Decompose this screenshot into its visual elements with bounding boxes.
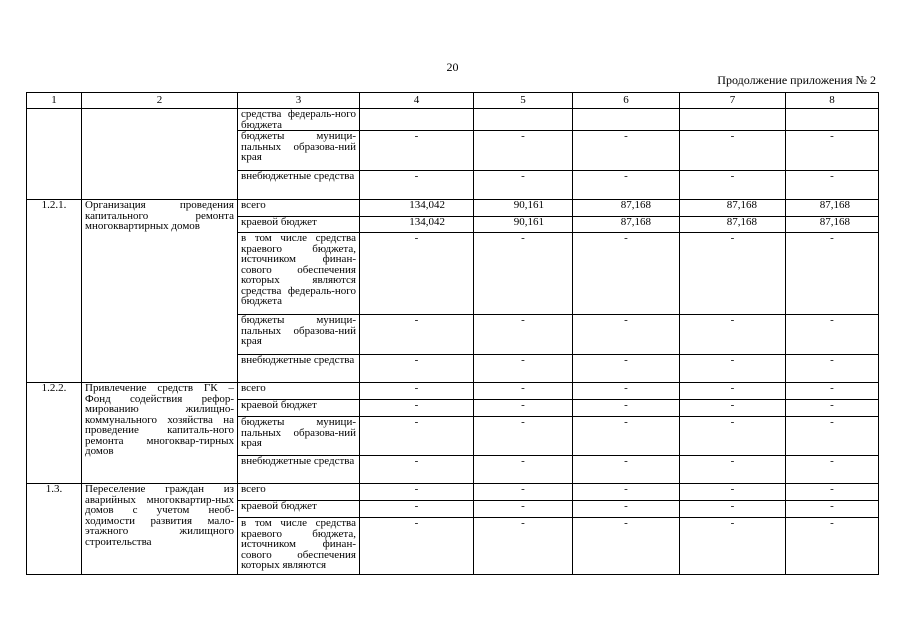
item-name-cell [82,109,238,200]
source-cell: бюджеты муници-пальных образова-ний края [238,131,360,171]
value-cell: - [573,171,680,200]
value-cell: - [474,484,573,501]
value-cell: 134,042 [360,200,474,217]
value-cell: - [573,315,680,355]
page-number: 20 [446,60,459,74]
value-cell: - [786,315,879,355]
header-cell: 3 [238,93,360,109]
value-cell [680,109,786,131]
value-cell: - [573,355,680,383]
value-cell: - [786,456,879,484]
item-name-cell: Переселение граждан из аварийных многоквартир-ных домов с учетом необ-ходимости развития мало-этажного жилищного строительства [82,484,238,575]
source-cell: краевой бюджет [238,217,360,233]
source-cell: бюджеты муници-пальных образова-ний края [238,315,360,355]
row-number-cell: 1.2.2. [27,383,82,484]
source-cell: в том числе средства краевого бюджета, источником финан-сового обеспечения которых являются средства федераль-ного бюджета [238,233,360,315]
table-row [27,383,879,400]
value-cell: - [573,456,680,484]
value-cell: - [360,456,474,484]
value-cell: - [474,456,573,484]
value-cell [474,109,573,131]
value-cell: - [360,484,474,501]
header-cell: 2 [82,93,238,109]
value-cell: - [474,501,573,518]
value-cell: - [474,131,573,171]
value-cell: 87,168 [680,217,786,233]
value-cell: - [360,383,474,400]
value-cell: - [474,315,573,355]
value-cell: - [680,501,786,518]
value-cell: - [474,383,573,400]
value-cell [360,109,474,131]
row-number-cell [27,109,82,200]
table-row [27,109,879,131]
value-cell: - [680,518,786,575]
source-cell: всего [238,383,360,400]
value-cell: 90,161 [474,200,573,217]
header-cell: 1 [27,93,82,109]
value-cell: - [680,484,786,501]
value-cell: - [680,315,786,355]
value-cell: - [680,171,786,200]
source-cell: средства федераль-ного бюджета [238,109,360,131]
value-cell: - [680,383,786,400]
continuation-label: Продолжение приложения № 2 [717,73,876,87]
table-row [27,200,879,217]
header-cell: 8 [786,93,879,109]
source-cell: внебюджетные средства [238,171,360,200]
value-cell: - [360,400,474,417]
source-cell: бюджеты муници-пальных образова-ний края [238,417,360,456]
value-cell: - [573,417,680,456]
value-cell [573,109,680,131]
item-name-cell: Привлечение средств ГК – Фонд содействия рефор-мированию жилищно-коммунального хозяйства на проведение капиталь-ного ремонта многоквар-тирных домов [82,383,238,484]
header-cell: 7 [680,93,786,109]
value-cell: - [360,501,474,518]
source-cell: всего [238,200,360,217]
value-cell: - [474,233,573,315]
value-cell: - [680,355,786,383]
value-cell: - [786,171,879,200]
row-number-cell: 1.3. [27,484,82,575]
item-name-cell: Организация проведения капитального ремонта многоквартирных домов [82,200,238,383]
value-cell: - [680,233,786,315]
header-cell: 4 [360,93,474,109]
value-cell: - [474,518,573,575]
value-cell: - [786,233,879,315]
value-cell: 90,161 [474,217,573,233]
value-cell: - [786,484,879,501]
value-cell: - [360,417,474,456]
value-cell: - [680,131,786,171]
value-cell: 87,168 [573,217,680,233]
header-cell: 6 [573,93,680,109]
value-cell: - [680,400,786,417]
value-cell: - [573,400,680,417]
value-cell: - [360,355,474,383]
value-cell: - [680,456,786,484]
value-cell: - [573,233,680,315]
value-cell: 87,168 [786,200,879,217]
value-cell: - [786,383,879,400]
value-cell: - [786,518,879,575]
table-row [27,484,879,501]
value-cell: 87,168 [573,200,680,217]
value-cell: - [474,355,573,383]
source-cell: краевой бюджет [238,501,360,518]
value-cell: - [360,131,474,171]
value-cell: - [786,501,879,518]
value-cell: - [573,131,680,171]
value-cell: - [786,355,879,383]
budget-table [26,92,879,575]
source-cell: в том числе средства краевого бюджета, источником финан-сового обеспечения которых являются [238,518,360,575]
header-cell: 5 [474,93,573,109]
value-cell: 134,042 [360,217,474,233]
source-cell: внебюджетные средства [238,456,360,484]
value-cell: 87,168 [786,217,879,233]
value-cell: - [360,315,474,355]
source-cell: краевой бюджет [238,400,360,417]
source-cell: внебюджетные средства [238,355,360,383]
value-cell: - [786,400,879,417]
value-cell: - [680,417,786,456]
value-cell: - [573,484,680,501]
value-cell: - [360,518,474,575]
value-cell: - [360,233,474,315]
value-cell: - [573,501,680,518]
table-header-row [27,93,879,109]
value-cell: 87,168 [680,200,786,217]
value-cell: - [474,417,573,456]
source-cell: всего [238,484,360,501]
row-number-cell: 1.2.1. [27,200,82,383]
value-cell: - [360,171,474,200]
value-cell: - [573,383,680,400]
value-cell: - [786,417,879,456]
value-cell: - [573,518,680,575]
value-cell [786,109,879,131]
value-cell: - [474,171,573,200]
value-cell: - [786,131,879,171]
value-cell: - [474,400,573,417]
